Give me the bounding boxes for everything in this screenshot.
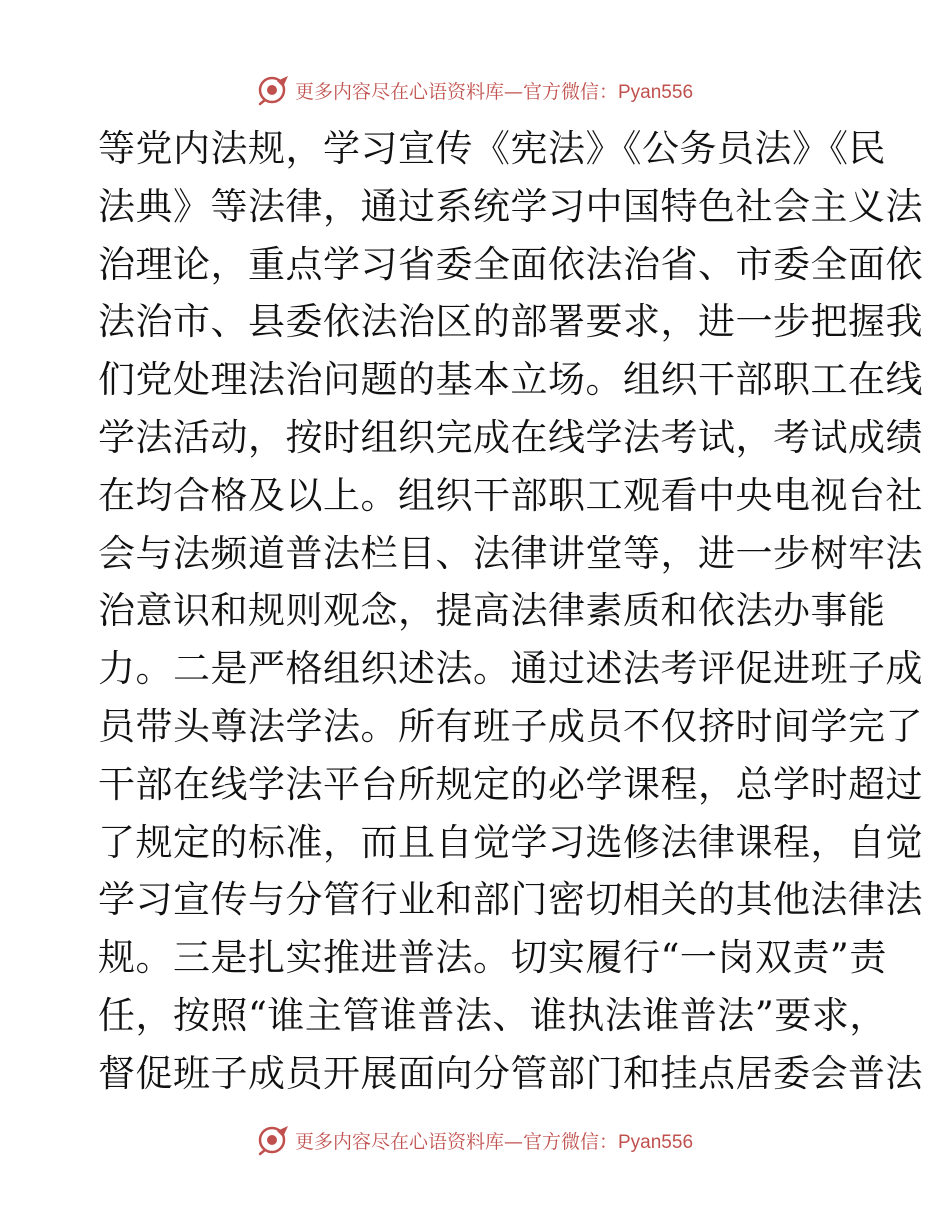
body-line: 督促班子成员开展面向分管部门和挂点居委会普法	[98, 1051, 923, 1095]
body-line: 治理论，重点学习省委全面依法治省、市委全面依	[98, 242, 923, 286]
banner-text	[295, 1127, 693, 1154]
body-line: 了规定的标准，而且自觉学习选修法律课程，自觉	[98, 820, 923, 864]
banner-text	[295, 77, 693, 104]
body-line: 学法活动，按时组织完成在线学法考试，考试成绩	[98, 415, 923, 459]
banner-slogan: 更多内容尽在心语资料库	[294, 80, 504, 103]
body-line: 治意识和规则观念，提高法律素质和依法办事能	[98, 589, 886, 633]
body-line: 们党处理法治问题的基本立场。组织干部职工在线	[98, 358, 923, 402]
banner-wechat-id: Pyan556	[618, 1131, 694, 1153]
banner-wechat-id: Pyan556	[618, 81, 694, 103]
document-body	[98, 120, 923, 1103]
body-line: 任，按照“谁主管谁普法、谁执法谁普法”要求，	[98, 993, 887, 1037]
body-line: 法典》等法律，通过系统学习中国特色社会主义法	[98, 184, 923, 228]
body-line: 法治市、县委依法治区的部署要求，进一步把握我	[98, 300, 923, 344]
banner-wechat-label: 官方微信：	[522, 80, 618, 103]
body-line: 力。二是严格组织述法。通过述法考评促进班子成	[98, 647, 923, 691]
header-banner	[0, 70, 950, 110]
banner-dash: —	[503, 80, 523, 103]
pen-logo-icon	[257, 1123, 291, 1157]
body-line: 干部在线学法平台所规定的必学课程，总学时超过	[98, 762, 923, 806]
body-line: 在均合格及以上。组织干部职工观看中央电视台社	[98, 473, 923, 517]
banner-slogan: 更多内容尽在心语资料库	[294, 1130, 504, 1153]
banner-wechat-label: 官方微信：	[522, 1130, 618, 1153]
footer-banner	[0, 1120, 950, 1160]
banner-dash: —	[503, 1130, 523, 1153]
pen-logo-icon	[257, 73, 291, 107]
body-line: 规。三是扎实推进普法。切实履行“一岗双责”责	[98, 936, 887, 980]
body-line: 会与法频道普法栏目、法律讲堂等，进一步树牢法	[98, 531, 923, 575]
body-line: 等党内法规，学习宣传《宪法》《公务员法》《民	[98, 127, 886, 170]
body-line: 员带头尊法学法。所有班子成员不仅挤时间学完了	[98, 704, 923, 748]
body-line: 学习宣传与分管行业和部门密切相关的其他法律法	[98, 878, 923, 922]
